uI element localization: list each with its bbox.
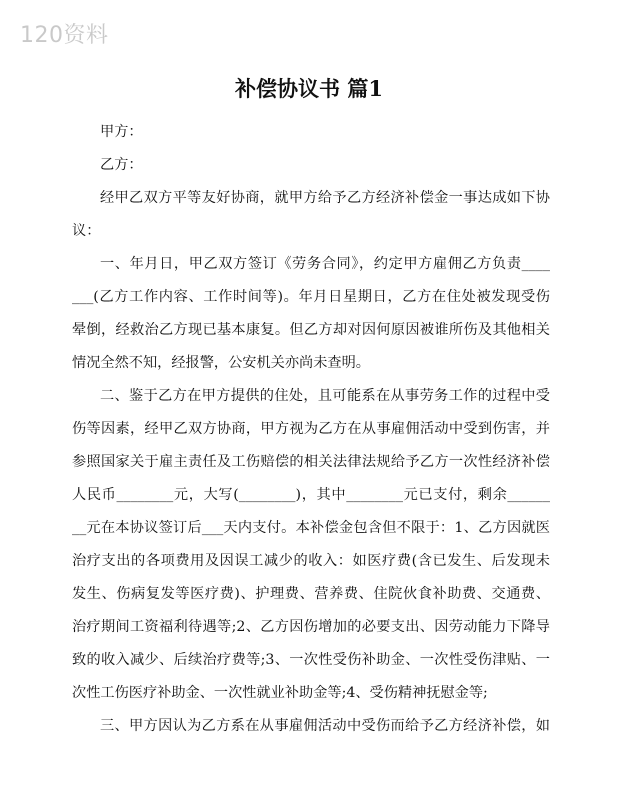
clause-1-line: 晕倒，经救治乙方现已基本康复。但乙方却对因何原因被谁所伤及其他相关	[72, 322, 550, 338]
party-a-line: 甲方：	[100, 124, 143, 140]
clause-2-line: __元在本协议签订后___天内支付。本补偿金包含但不限于：1、乙方因就医	[72, 520, 550, 536]
clause-1-line: 一、年月日，甲乙双方签订《劳务合同》，约定甲方雇佣乙方负责____	[100, 256, 550, 272]
clause-2-line: 人民币________元，大写(________)，其中________元已支付，剩余______	[72, 487, 550, 503]
document-title: 补偿协议书 篇1	[235, 76, 383, 101]
party-b-line: 乙方：	[100, 157, 143, 173]
clause-1-line: ___(乙方工作内容、工作时间等)。年月日星期日，乙方在住处被发现受伤	[72, 289, 550, 305]
clause-2-line: 致的收入减少、后续治疗费等;3、一次性受伤补助金、一次性受伤津贴、一	[72, 652, 550, 668]
clause-2-line: 治疗期间工资福利待遇等;2、乙方因伤增加的必要支出、因劳动能力下降导	[72, 619, 550, 635]
intro-line: 议：	[72, 223, 101, 239]
intro-line: 经甲乙双方平等友好协商，就甲方给予乙方经济补偿金一事达成如下协	[100, 190, 550, 206]
clause-1-line: 情况全然不知，经报警，公安机关亦尚未查明。	[72, 355, 370, 371]
clause-2-line: 治疗支出的各项费用及因误工减少的收入：如医疗费(含已发生、后发现未	[72, 553, 550, 569]
clause-2-line: 伤等因素，经甲乙双方协商，甲方视为乙方在从事雇佣活动中受到伤害，并	[72, 421, 550, 437]
watermark-logo: 120资料	[20, 23, 109, 48]
clause-2-line: 次性工伤医疗补助金、一次性就业补助金等;4、受伤精神抚慰金等;	[72, 685, 488, 701]
clause-2-line: 参照国家关于雇主责任及工伤赔偿的相关法律法规给予乙方一次性经济补偿	[72, 454, 550, 470]
clause-2-line: 发生、伤病复发等医疗费)、护理费、营养费、住院伙食补助费、交通费、	[72, 586, 550, 602]
clause-2-line: 二、鉴于乙方在甲方提供的住处，且可能系在从事劳务工作的过程中受	[100, 388, 550, 404]
clause-3-line: 三、甲方因认为乙方系在从事雇佣活动中受伤而给予乙方经济补偿，如	[100, 718, 550, 734]
